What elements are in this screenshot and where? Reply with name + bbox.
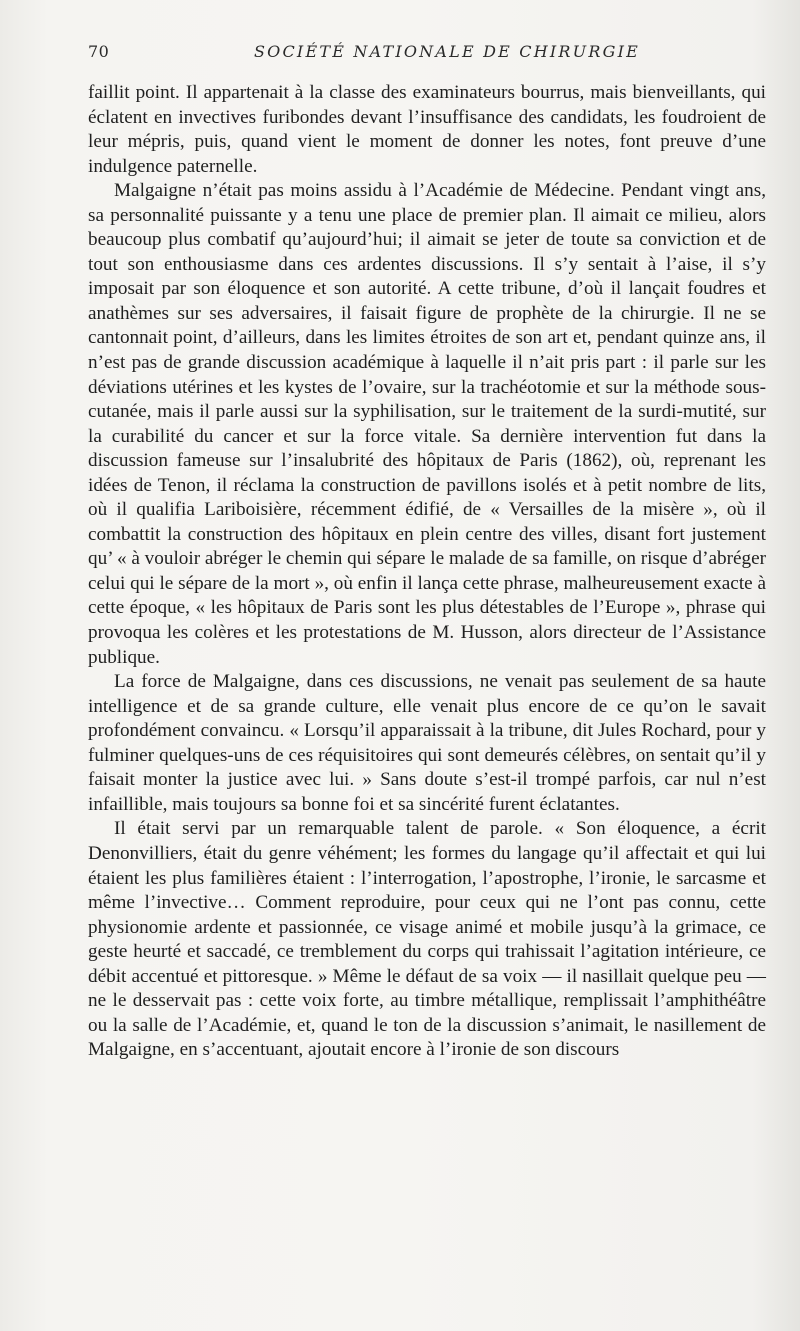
body-text <box>88 81 766 1063</box>
paragraph-continuation: faillit point. Il appartenait à la classe des examinateurs bourrus, mais bienveillants, qui éclatent en invectives furibondes devant l’insuffisance des candidats, les foudroient de leur mépris, puis, quand vient le moment de donner les notes, font preuve d’une indulgence paternelle. <box>88 82 766 177</box>
paragraph-academie: Malgaigne n’était pas moins assidu à l’Académie de Médecine. Pendant vingt ans, sa personnalité puissante y a tenu une place de premier plan. Il aimait ce milieu, alors beaucoup plus combatif qu’aujourd’hui; il aimait se jeter de toute sa conviction et de tout son enthousiasme dans ces ardentes discussions. Il s’y sentait à l’aise, il s’y imposait par son éloquence et son autorité. A cette tribune, d’où il lançait foudres et anathèmes sur ses adversaires, il faisait figure de prophète de la chirurgie. Il ne se cantonnait point, d’ailleurs, dans les limites étroites de son art et, pendant quinze ans, il n’est pas de grande discussion académique à laquelle il n’ait pris part : il parle sur les déviations utérines et les kystes de l’ovaire, sur la trachéotomie et sur la méthode sous-cutanée, mais il parle aussi sur la syphilisation, sur le traitement de la surdi-mutité, sur la curabilité du cancer et sur la force vitale. Sa dernière intervention fut dans la discussion fameuse sur l’insalubrité des hôpitaux de Paris (1862), où, reprenant les idées de Tenon, il réclama la construction de pavillons isolés et à petit nombre de lits, où il qualifia Lariboisière, récemment édifié, de « Versailles de la misère », où il combattit la construction des hôpitaux en plein centre des villes, disant fort justement qu’ « à vouloir abréger le chemin qui sépare le malade de sa famille, on risque d’abréger celui qui le sépare de la mort », où enfin il lança cette phrase, malheureusement exacte à cette époque, « les hôpitaux de Paris sont les plus détestables de l’Europe », phrase qui provoqua les colères et les protestations de M. Husson, alors directeur de l’Assistance publique. <box>88 180 766 668</box>
paragraph-eloquence: Il était servi par un remarquable talent de parole. « Son éloquence, a écrit Denonvilliers, était du genre véhément; les formes du langage qu’il affectait et qui lui étaient les plus familières étaient : l’interrogation, l’apostrophe, l’ironie, le sarcasme et même l’invective… Comment reproduire, pour ceux qui ne l’ont pas connu, cette physionomie ardente et passionnée, ce visage animé et mobile jusqu’à la grimace, ce geste heurté et saccadé, ce tremblement du corps qui trahissait l’agitation intérieure, ce débit accentué et pittoresque. » Même le défaut de sa voix — il nasillait quelque peu — ne le desservait pas : cette voix forte, au timbre métallique, remplissait l’amphithéâtre ou la salle de l’Académie, et, quand le ton de la discussion s’animait, le nasillement de Malgaigne, en s’accentuant, ajoutait encore à l’ironie de son discours <box>88 818 766 1061</box>
page-number: 70 <box>88 42 110 61</box>
paragraph-force: La force de Malgaigne, dans ces discussions, ne venait pas seulement de sa haute intelligence et de sa grande culture, elle venait plus encore de ce qu’on le savait profondément convaincu. « Lorsqu’il apparaissait à la tribune, dit Jules Rochard, pour y fulminer quelques-uns de ces réquisitoires qui sont demeurés célèbres, on sentait qu’il y faisait monter la justice avec lui. » Sans doute s’est-il trompé parfois, car nul n’est infaillible, mais toujours sa bonne foi et sa sincérité furent éclatantes. <box>88 671 766 815</box>
running-title: SOCIÉTÉ NATIONALE DE CHIRURGIE <box>254 42 640 61</box>
page-header <box>88 42 766 66</box>
